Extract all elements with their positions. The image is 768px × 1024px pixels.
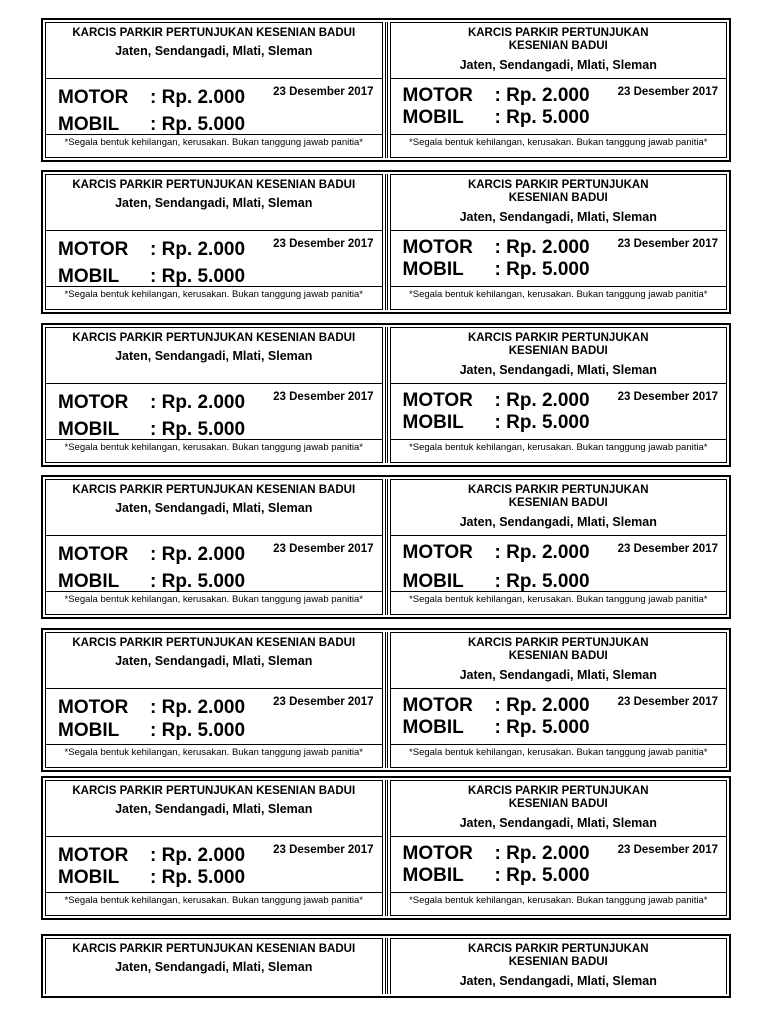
mobil-label: MOBIL xyxy=(58,571,120,592)
disclaimer: *Segala bentuk kehilangan, kerusakan. Bukan tanggung jawab panitia* xyxy=(64,747,363,758)
ticket-location: Jaten, Sendangadi, Mlati, Sleman xyxy=(115,960,313,974)
ticket-location: Jaten, Sendangadi, Mlati, Sleman xyxy=(115,654,313,668)
mobil-label: MOBIL xyxy=(58,266,120,287)
disclaimer: *Segala bentuk kehilangan, kerusakan. Bukan tanggung jawab panitia* xyxy=(409,747,708,758)
event-date: 23 Desember 2017 xyxy=(617,391,718,403)
ticket-location: Jaten, Sendangadi, Mlati, Sleman xyxy=(459,668,657,682)
event-date: 23 Desember 2017 xyxy=(273,696,374,708)
ticket-header xyxy=(391,781,727,837)
ticket-divider xyxy=(385,780,388,916)
motor-price: : Rp. 2.000 xyxy=(494,390,590,411)
motor-price: : Rp. 2.000 xyxy=(150,697,246,718)
disclaimer: *Segala bentuk kehilangan, kerusakan. Bukan tanggung jawab panitia* xyxy=(409,895,708,906)
ticket-divider xyxy=(385,22,388,158)
motor-price-row xyxy=(58,239,245,261)
motor-price: : Rp. 2.000 xyxy=(150,239,246,260)
mobil-price-row xyxy=(403,717,590,739)
ticket-header xyxy=(391,175,727,231)
ticket-title: KARCIS PARKIR PERTUNJUKAN KESENIAN BADUI xyxy=(467,27,649,52)
disclaimer: *Segala bentuk kehilangan, kerusakan. Bukan tanggung jawab panitia* xyxy=(409,289,708,300)
ticket-title: KARCIS PARKIR PERTUNJUKAN KESENIAN BADUI xyxy=(467,785,649,810)
mobil-price: : Rp. 5.000 xyxy=(150,266,246,287)
ticket-title: KARCIS PARKIR PERTUNJUKAN KESENIAN BADUI xyxy=(467,637,649,662)
mobil-price-row xyxy=(403,571,590,593)
mobil-price-row xyxy=(403,412,590,434)
ticket-prices xyxy=(391,384,727,440)
ticket-strip-3 xyxy=(41,323,731,467)
event-date: 23 Desember 2017 xyxy=(617,86,718,98)
event-date: 23 Desember 2017 xyxy=(273,844,374,856)
parking-ticket-left xyxy=(45,479,383,615)
disclaimer: *Segala bentuk kehilangan, kerusakan. Bukan tanggung jawab panitia* xyxy=(64,137,363,148)
motor-price: : Rp. 2.000 xyxy=(150,392,246,413)
event-date: 23 Desember 2017 xyxy=(617,844,718,856)
ticket-header xyxy=(46,23,382,79)
motor-label: MOTOR xyxy=(58,87,129,108)
mobil-label: MOBIL xyxy=(58,419,120,440)
ticket-prices xyxy=(46,231,382,287)
mobil-price-row xyxy=(58,114,245,136)
motor-label: MOTOR xyxy=(402,542,473,563)
mobil-price: : Rp. 5.000 xyxy=(150,114,246,135)
motor-label: MOTOR xyxy=(402,695,473,716)
ticket-location: Jaten, Sendangadi, Mlati, Sleman xyxy=(459,210,657,224)
ticket-header xyxy=(46,175,382,231)
ticket-divider xyxy=(385,632,388,768)
motor-label: MOTOR xyxy=(58,239,129,260)
ticket-prices xyxy=(46,536,382,592)
motor-label: MOTOR xyxy=(402,85,473,106)
mobil-label: MOBIL xyxy=(402,259,464,280)
motor-price-row xyxy=(403,695,590,717)
ticket-location: Jaten, Sendangadi, Mlati, Sleman xyxy=(115,349,313,363)
mobil-price: : Rp. 5.000 xyxy=(150,571,246,592)
ticket-divider xyxy=(385,327,388,463)
motor-label: MOTOR xyxy=(58,697,129,718)
mobil-price: : Rp. 5.000 xyxy=(494,107,590,128)
ticket-strip-7 xyxy=(41,934,731,998)
mobil-price-row xyxy=(403,259,590,281)
motor-price-row xyxy=(403,237,590,259)
mobil-price: : Rp. 5.000 xyxy=(150,419,246,440)
motor-price-row xyxy=(58,697,245,719)
ticket-title: KARCIS PARKIR PERTUNJUKAN KESENIAN BADUI xyxy=(467,332,649,357)
event-date: 23 Desember 2017 xyxy=(617,238,718,250)
ticket-strip-4 xyxy=(41,475,731,619)
motor-price: : Rp. 2.000 xyxy=(494,237,590,258)
ticket-header xyxy=(46,781,382,837)
mobil-price-row xyxy=(403,865,590,887)
ticket-title: KARCIS PARKIR PERTUNJUKAN KESENIAN BADUI xyxy=(72,179,356,191)
motor-price: : Rp. 2.000 xyxy=(150,845,246,866)
motor-price: : Rp. 2.000 xyxy=(150,544,246,565)
ticket-prices xyxy=(46,689,382,745)
parking-ticket-left xyxy=(45,22,383,158)
mobil-price-row xyxy=(58,720,245,742)
mobil-price: : Rp. 5.000 xyxy=(494,571,590,592)
motor-price-row xyxy=(58,845,245,867)
motor-price-row xyxy=(403,542,590,564)
ticket-divider xyxy=(385,479,388,615)
ticket-header xyxy=(46,939,382,994)
ticket-title: KARCIS PARKIR PERTUNJUKAN KESENIAN BADUI xyxy=(72,785,356,797)
ticket-location: Jaten, Sendangadi, Mlati, Sleman xyxy=(115,802,313,816)
motor-label: MOTOR xyxy=(58,845,129,866)
motor-label: MOTOR xyxy=(402,237,473,258)
ticket-location: Jaten, Sendangadi, Mlati, Sleman xyxy=(459,58,657,72)
ticket-strip-1 xyxy=(41,18,731,162)
parking-ticket-left xyxy=(45,327,383,463)
disclaimer: *Segala bentuk kehilangan, kerusakan. Bukan tanggung jawab panitia* xyxy=(64,289,363,300)
ticket-title: KARCIS PARKIR PERTUNJUKAN KESENIAN BADUI xyxy=(467,484,649,509)
disclaimer: *Segala bentuk kehilangan, kerusakan. Bukan tanggung jawab panitia* xyxy=(64,594,363,605)
mobil-price: : Rp. 5.000 xyxy=(494,717,590,738)
ticket-prices xyxy=(391,837,727,893)
mobil-label: MOBIL xyxy=(402,571,464,592)
ticket-header xyxy=(391,480,727,536)
ticket-title: KARCIS PARKIR PERTUNJUKAN KESENIAN BADUI xyxy=(467,179,649,204)
event-date: 23 Desember 2017 xyxy=(617,696,718,708)
ticket-strip-5 xyxy=(41,628,731,772)
ticket-prices xyxy=(46,384,382,440)
motor-price-row xyxy=(403,85,590,107)
motor-price: : Rp. 2.000 xyxy=(494,695,590,716)
motor-label: MOTOR xyxy=(58,544,129,565)
ticket-prices xyxy=(46,79,382,135)
ticket-title: KARCIS PARKIR PERTUNJUKAN KESENIAN BADUI xyxy=(72,637,356,649)
mobil-price: : Rp. 5.000 xyxy=(150,720,246,741)
event-date: 23 Desember 2017 xyxy=(617,543,718,555)
disclaimer: *Segala bentuk kehilangan, kerusakan. Bukan tanggung jawab panitia* xyxy=(409,594,708,605)
mobil-label: MOBIL xyxy=(402,107,464,128)
event-date: 23 Desember 2017 xyxy=(273,238,374,250)
mobil-price-row xyxy=(58,266,245,288)
motor-price: : Rp. 2.000 xyxy=(494,542,590,563)
ticket-prices xyxy=(391,689,727,745)
disclaimer: *Segala bentuk kehilangan, kerusakan. Bukan tanggung jawab panitia* xyxy=(409,442,708,453)
ticket-header xyxy=(46,633,382,689)
ticket-prices xyxy=(391,79,727,135)
mobil-price-row xyxy=(58,571,245,593)
ticket-location: Jaten, Sendangadi, Mlati, Sleman xyxy=(115,44,313,58)
parking-ticket-left xyxy=(45,632,383,768)
motor-price-row xyxy=(58,87,245,109)
ticket-location: Jaten, Sendangadi, Mlati, Sleman xyxy=(459,816,657,830)
parking-ticket-left xyxy=(45,938,383,994)
event-date: 23 Desember 2017 xyxy=(273,543,374,555)
ticket-title: KARCIS PARKIR PERTUNJUKAN KESENIAN BADUI xyxy=(72,27,356,39)
ticket-title: KARCIS PARKIR PERTUNJUKAN KESENIAN BADUI xyxy=(72,484,356,496)
ticket-prices xyxy=(391,231,727,287)
disclaimer: *Segala bentuk kehilangan, kerusakan. Bukan tanggung jawab panitia* xyxy=(64,442,363,453)
mobil-label: MOBIL xyxy=(58,720,120,741)
mobil-label: MOBIL xyxy=(402,412,464,433)
ticket-location: Jaten, Sendangadi, Mlati, Sleman xyxy=(459,974,657,988)
parking-ticket-right xyxy=(390,632,728,768)
ticket-header xyxy=(391,633,727,689)
ticket-title: KARCIS PARKIR PERTUNJUKAN KESENIAN BADUI xyxy=(72,332,356,344)
mobil-price: : Rp. 5.000 xyxy=(494,865,590,886)
event-date: 23 Desember 2017 xyxy=(273,86,374,98)
ticket-header xyxy=(46,480,382,536)
mobil-price: : Rp. 5.000 xyxy=(494,412,590,433)
parking-ticket-right xyxy=(390,327,728,463)
motor-price-row xyxy=(58,544,245,566)
parking-ticket-right xyxy=(390,174,728,310)
ticket-divider xyxy=(385,938,388,994)
event-date: 23 Desember 2017 xyxy=(273,391,374,403)
mobil-price: : Rp. 5.000 xyxy=(150,867,246,888)
mobil-price-row xyxy=(58,419,245,441)
disclaimer: *Segala bentuk kehilangan, kerusakan. Bukan tanggung jawab panitia* xyxy=(409,137,708,148)
ticket-header xyxy=(46,328,382,384)
motor-label: MOTOR xyxy=(58,392,129,413)
ticket-header xyxy=(391,23,727,79)
parking-ticket-right xyxy=(390,780,728,916)
ticket-location: Jaten, Sendangadi, Mlati, Sleman xyxy=(459,515,657,529)
ticket-prices xyxy=(391,536,727,592)
ticket-prices xyxy=(46,837,382,893)
mobil-price-row xyxy=(58,867,245,889)
motor-label: MOTOR xyxy=(402,390,473,411)
parking-ticket-left xyxy=(45,780,383,916)
parking-ticket-right xyxy=(390,938,728,994)
mobil-label: MOBIL xyxy=(58,867,120,888)
mobil-price-row xyxy=(403,107,590,129)
parking-ticket-right xyxy=(390,479,728,615)
ticket-title: KARCIS PARKIR PERTUNJUKAN KESENIAN BADUI xyxy=(72,943,356,955)
motor-price: : Rp. 2.000 xyxy=(494,85,590,106)
motor-price: : Rp. 2.000 xyxy=(150,87,246,108)
mobil-label: MOBIL xyxy=(402,717,464,738)
mobil-price: : Rp. 5.000 xyxy=(494,259,590,280)
motor-price: : Rp. 2.000 xyxy=(494,843,590,864)
parking-ticket-right xyxy=(390,22,728,158)
ticket-header xyxy=(391,328,727,384)
ticket-location: Jaten, Sendangadi, Mlati, Sleman xyxy=(115,501,313,515)
ticket-header xyxy=(391,939,727,994)
motor-label: MOTOR xyxy=(402,843,473,864)
ticket-title: KARCIS PARKIR PERTUNJUKAN KESENIAN BADUI xyxy=(467,943,649,968)
motor-price-row xyxy=(58,392,245,414)
disclaimer: *Segala bentuk kehilangan, kerusakan. Bukan tanggung jawab panitia* xyxy=(64,895,363,906)
ticket-strip-6 xyxy=(41,776,731,920)
mobil-label: MOBIL xyxy=(402,865,464,886)
motor-price-row xyxy=(403,843,590,865)
mobil-label: MOBIL xyxy=(58,114,120,135)
ticket-location: Jaten, Sendangadi, Mlati, Sleman xyxy=(115,196,313,210)
ticket-divider xyxy=(385,174,388,310)
ticket-strip-2 xyxy=(41,170,731,314)
motor-price-row xyxy=(403,390,590,412)
parking-ticket-left xyxy=(45,174,383,310)
ticket-location: Jaten, Sendangadi, Mlati, Sleman xyxy=(459,363,657,377)
